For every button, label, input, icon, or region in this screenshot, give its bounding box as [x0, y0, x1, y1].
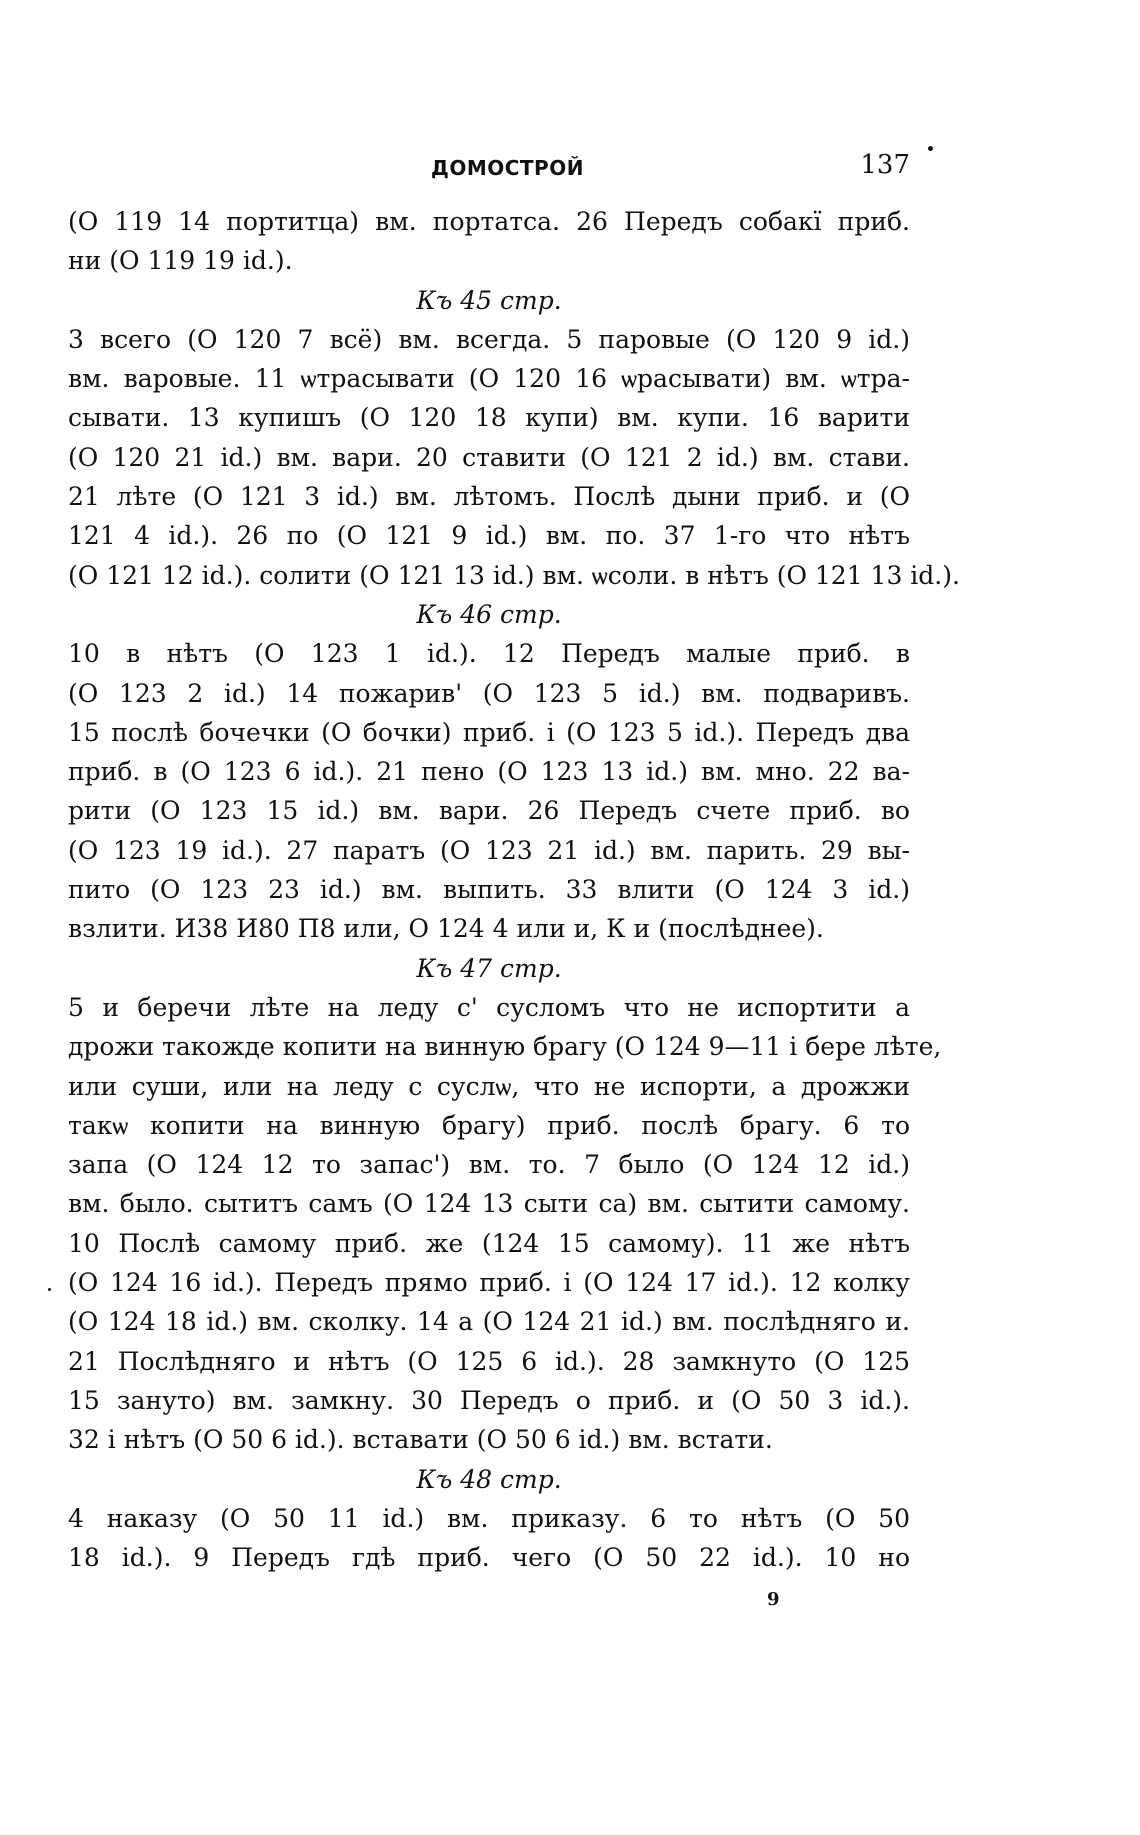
- text-line: ни (О 119 19 id.).: [68, 246, 293, 276]
- speck-mark: [48, 1288, 51, 1291]
- text-line: 21 лѣте (О 121 3 id.) вм. лѣтомъ. Послѣ дыни приб. и (О: [68, 482, 910, 512]
- text-line: пито (О 123 23 id.) вм. выпить. 33 влити (О 124 3 id.): [68, 875, 910, 905]
- text-line: взлити. И38 И80 П8 или, О 124 4 или и, К и (послѣднее).: [68, 914, 824, 944]
- speck-mark: [928, 146, 933, 151]
- text-line: 5 и беречи лѣте на леду с' сусломъ что не испортити а: [68, 992, 910, 1022]
- text-line: вм. было. сытитъ самъ (О 124 13 сыти са) вм. сытити самому.: [68, 1189, 910, 1219]
- text-line: 32 і нѣтъ (О 50 6 id.). вставати (О 50 6 id.) вм. встати.: [68, 1425, 773, 1455]
- text-line: 15 послѣ бочечки (О бочки) приб. і (О 123 5 id.). Передъ два: [68, 717, 910, 747]
- text-line: такѡ копити на винную брагу) приб. послѣ брагу. 6 то: [68, 1110, 910, 1140]
- text-line: 15 зануто) вм. замкну. 30 Передъ о приб. и (О 50 3 id.).: [68, 1385, 910, 1415]
- text-line: или суши, или на леду с суслѡ, что не испорти, а дрожжи: [68, 1071, 910, 1101]
- text-line: 10 в нѣтъ (О 123 1 id.). 12 Передъ малые приб. в: [68, 639, 910, 669]
- text-line: (О 123 19 id.). 27 паратъ (О 123 21 id.) вм. парить. 29 вы-: [68, 835, 910, 865]
- section-heading: Къ 46 стр.: [416, 599, 562, 629]
- text-line: (О 124 16 id.). Передъ прямо приб. і (О 124 17 id.). 12 колку: [68, 1268, 910, 1298]
- section-heading: Къ 48 стр.: [416, 1464, 562, 1494]
- text-line: (О 121 12 id.). солити (О 121 13 id.) вм. ѡсоли. в нѣтъ (О 121 13 id.).: [68, 560, 960, 590]
- text-line: (О 123 2 id.) 14 пожарив' (О 123 5 id.) вм. подваривъ.: [68, 678, 910, 708]
- page-number: 137: [860, 150, 910, 180]
- text-line: приб. в (О 123 6 id.). 21 пено (О 123 13 id.) вм. мно. 22 ва-: [68, 757, 910, 787]
- page-header: [68, 150, 910, 190]
- section-heading: Къ 45 стр.: [416, 285, 562, 315]
- text-line: 18 id.). 9 Передъ гдѣ приб. чего (О 50 22 id.). 10 но: [68, 1543, 911, 1573]
- text-line: дрожи такожде копити на винную брагу (О 124 9—11 і бере лѣте,: [68, 1032, 942, 1062]
- text-line: запа (О 124 12 то запас') вм. то. 7 было (О 124 12 id.): [68, 1150, 910, 1180]
- text-line: (О 120 21 id.) вм. вари. 20 ставити (О 121 2 id.) вм. стави.: [68, 442, 910, 472]
- text-line: вм. варовые. 11 ѡтрасывати (О 120 16 ѡрасывати) вм. ѡтра-: [68, 364, 910, 394]
- text-line: 121 4 id.). 26 по (О 121 9 id.) вм. по. 37 1-го что нѣтъ: [68, 521, 910, 551]
- running-title: ДОМОСТРОЙ: [431, 156, 584, 180]
- text-line: 3 всего (О 120 7 всё) вм. всегда. 5 паровые (О 120 9 id.): [68, 324, 910, 354]
- text-line: (О 124 18 id.) вм. сколку. 14 а (О 124 21 id.) вм. послѣдняго и.: [68, 1307, 910, 1337]
- text-line: 21 Послѣдняго и нѣтъ (О 125 6 id.). 28 замкнуто (О 125: [68, 1346, 910, 1376]
- text-line: рити (О 123 15 id.) вм. вари. 26 Передъ счете приб. во: [68, 796, 910, 826]
- signature-mark: 9: [767, 1589, 780, 1610]
- section-heading: Къ 47 стр.: [416, 953, 562, 983]
- body-text: [68, 202, 960, 1577]
- text-line: (О 119 14 портитца) вм. портатса. 26 Передъ собакї приб.: [68, 207, 910, 236]
- text-line: 10 Послѣ самому приб. же (124 15 самому). 11 же нѣтъ: [68, 1228, 910, 1258]
- text-line: 4 наказу (О 50 11 id.) вм. приказу. 6 то нѣтъ (О 50: [68, 1503, 910, 1533]
- text-line: сывати. 13 купишъ (О 120 18 купи) вм. купи. 16 варити: [68, 403, 910, 433]
